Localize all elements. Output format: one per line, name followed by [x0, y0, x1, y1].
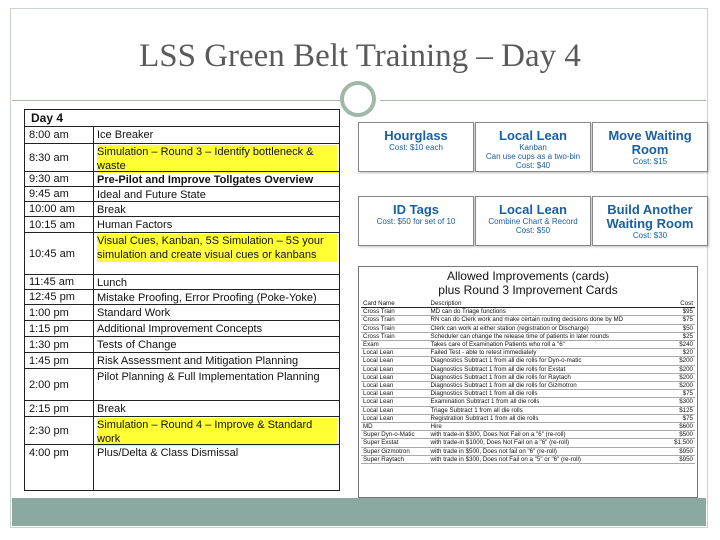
card-subtitle: Kanban Can use cups as a two-bin Cost: $40: [485, 143, 581, 170]
cost-cell: $950: [667, 455, 695, 463]
schedule-row: [25, 320, 339, 336]
card-name-cell: Cross Train: [361, 324, 428, 332]
title-rule-right: [380, 100, 706, 101]
title-rule-left: [12, 100, 342, 101]
table-row: [361, 341, 695, 349]
cost-cell: $75: [667, 414, 695, 422]
circle-ornament-icon: [340, 81, 376, 117]
card-subtitle: Cost: $30: [632, 231, 668, 240]
slide-title: LSS Green Belt Training – Day 4: [139, 38, 581, 74]
schedule-row: [25, 289, 339, 304]
description-cell: Diagnostics Subtract 1 from all die rolls: [428, 390, 667, 398]
schedule-activity: Risk Assessment and Mitigation Planning: [97, 355, 299, 367]
schedule-time: 1:00 pm: [29, 306, 69, 319]
schedule-row: [25, 171, 339, 186]
description-cell: Registration Subtract 1 from all die rolls: [428, 414, 667, 422]
card-subtitle: Cost: $10 each: [389, 143, 443, 152]
table-row: [361, 316, 695, 324]
schedule-time: 8:00 am: [29, 129, 69, 141]
schedule-time: 1:15 pm: [29, 322, 69, 335]
description-cell: Diagnostics Subtract 1 from all die rolls for Raytach: [428, 373, 667, 381]
table-row: [361, 439, 695, 447]
card-title: Local Lean: [499, 128, 567, 143]
schedule-time: 1:45 pm: [29, 354, 69, 367]
schedule-row: [25, 216, 339, 232]
schedule-time: 2:30 pm: [29, 424, 69, 437]
description-cell: with trade in $300, Does not Fail on a "5" or "6" (re-roll): [428, 455, 667, 463]
card-name-cell: Local Lean: [361, 414, 428, 422]
schedule-activity: Tests of Change: [97, 339, 177, 351]
description-cell: Takes care of Examination Patients who roll a "6": [428, 341, 667, 349]
schedule-row: [25, 304, 339, 320]
schedule-row: [25, 201, 339, 216]
description-cell: Examination Subtract 1 from all die rolls: [428, 398, 667, 406]
table-row: [361, 308, 695, 316]
card-name-cell: Super Exstat: [361, 439, 428, 447]
improvements-title-line1: Allowed Improvements (cards): [446, 269, 610, 283]
table-row: [361, 373, 695, 381]
schedule-activity: Ideal and Future State: [97, 189, 206, 201]
card-name-cell: Local Lean: [361, 373, 428, 381]
schedule-time: 10:45 am: [29, 247, 75, 260]
description-cell: Clerk can work at either station (registration or Discharge): [428, 324, 667, 332]
card-title: Build Another Waiting Room: [606, 202, 694, 231]
col-description: Description: [428, 300, 667, 308]
cost-cell: $950: [667, 447, 695, 455]
description-cell: Hire: [428, 423, 667, 431]
schedule-activity: Pre-Pilot and Improve Tollgates Overview: [97, 174, 314, 186]
table-row: [361, 406, 695, 414]
schedule-activity: Lunch: [97, 277, 127, 289]
cost-cell: $20: [667, 349, 695, 357]
table-row: [361, 349, 695, 357]
cost-cell: $300: [667, 398, 695, 406]
description-cell: with trade in $500, Does not fail on "6" (re-roll): [428, 447, 667, 455]
schedule-activity: Standard Work: [97, 307, 171, 319]
improvement-card: [358, 196, 474, 246]
improvements-table: [361, 300, 695, 464]
schedule-row: [25, 400, 339, 416]
cost-cell: $75: [667, 390, 695, 398]
card-name-cell: Cross Train: [361, 316, 428, 324]
description-cell: with trade-in $300, Does Not Fail on a "6" (re-roll): [428, 431, 667, 439]
schedule-activity: Simulation – Round 4 – Improve & Standard work: [97, 418, 337, 446]
schedule-activity: Plus/Delta & Class Dismissal: [97, 447, 239, 459]
schedule-row: [25, 143, 339, 171]
table-header-row: [361, 300, 695, 308]
card-title: ID Tags: [393, 202, 439, 217]
table-row: [361, 414, 695, 422]
schedule-row: [25, 416, 339, 444]
col-card-name: Card Name: [361, 300, 428, 308]
card-name-cell: MD: [361, 423, 428, 431]
schedule-row: [25, 336, 339, 352]
schedule-activity: Ice Breaker: [97, 129, 154, 141]
card-name-cell: Local Lean: [361, 349, 428, 357]
footer-bar: [12, 498, 706, 526]
schedule-row: [25, 368, 339, 400]
schedule-time: 9:30 am: [29, 173, 69, 185]
cost-cell: $200: [667, 365, 695, 373]
schedule-activity: Pilot Planning & Full Implementation Planning: [97, 371, 320, 383]
col-cost: Cost: [667, 300, 695, 308]
card-subtitle: Cost: $50 for set of 10: [376, 217, 456, 226]
table-row: [361, 447, 695, 455]
cost-cell: $75: [667, 316, 695, 324]
card-subtitle: Cost: $15: [632, 157, 668, 166]
description-cell: Triage Subtract 1 from all die rolls: [428, 406, 667, 414]
table-row: [361, 324, 695, 332]
table-row: [361, 390, 695, 398]
cost-cell: $95: [667, 308, 695, 316]
schedule-header: Day 4: [31, 111, 64, 125]
improvement-card: [475, 196, 591, 246]
improvement-card: [592, 196, 708, 246]
schedule-time: 12:45 pm: [29, 291, 75, 303]
schedule-time: 11:45 am: [29, 276, 75, 288]
card-title: Hourglass: [384, 128, 448, 143]
table-row: [361, 382, 695, 390]
description-cell: Failed Test - able to retest immediately: [428, 349, 667, 357]
card-title: Local Lean: [499, 202, 567, 217]
card-name-cell: Local Lean: [361, 406, 428, 414]
cost-cell: $600: [667, 423, 695, 431]
schedule-activity: Mistake Proofing, Error Proofing (Poke-Yoke): [97, 292, 317, 304]
schedule-row: [25, 352, 339, 368]
cost-cell: $200: [667, 382, 695, 390]
card-name-cell: Local Lean: [361, 357, 428, 365]
improvement-card: [475, 122, 591, 172]
schedule-activity: Visual Cues, Kanban, 5S Simulation – 5S your simulation and create visual cues or kanbans: [97, 234, 337, 262]
description-cell: MD can do Triage functions: [428, 308, 667, 316]
cost-cell: $240: [667, 341, 695, 349]
schedule-row: [25, 274, 339, 289]
improvements-title: [359, 269, 697, 297]
cost-cell: $200: [667, 373, 695, 381]
description-cell: RN can do Clerk work and make certain routing decisions done by MD: [428, 316, 667, 324]
schedule-activity: Break: [97, 204, 126, 216]
schedule-time: 10:00 am: [29, 203, 75, 215]
schedule-time: 1:30 pm: [29, 338, 69, 351]
improvement-card: [358, 122, 474, 172]
table-row: [361, 398, 695, 406]
schedule-activity: Human Factors: [97, 219, 173, 231]
cost-cell: $1,500: [667, 439, 695, 447]
improvements-title-line2: plus Round 3 Improvement Cards: [438, 283, 618, 297]
table-row: [361, 332, 695, 340]
card-name-cell: Local Lean: [361, 398, 428, 406]
cost-cell: $200: [667, 357, 695, 365]
card-title: Move Waiting Room: [608, 128, 692, 157]
card-name-cell: Cross Train: [361, 308, 428, 316]
schedule-row: [25, 444, 339, 460]
schedule-time: 9:45 am: [29, 188, 69, 200]
table-row: [361, 431, 695, 439]
description-cell: Diagnostics Subtract 1 from all die rolls for Gizmotron: [428, 382, 667, 390]
card-subtitle: Combine Chart & Record Cost: $50: [488, 217, 578, 235]
card-name-cell: Super Gizmotron: [361, 447, 428, 455]
card-name-cell: Local Lean: [361, 382, 428, 390]
schedule-row: [25, 186, 339, 201]
schedule-activity: Break: [97, 403, 126, 415]
card-name-cell: Local Lean: [361, 365, 428, 373]
card-name-cell: Cross Train: [361, 332, 428, 340]
schedule-time: 2:00 pm: [29, 378, 69, 391]
card-name-cell: Super Dyn-o-Matic: [361, 431, 428, 439]
improvement-card: [592, 122, 708, 172]
description-cell: Diagnostics Subtract 1 from all die rolls for Exstat: [428, 365, 667, 373]
schedule-activity: Simulation – Round 3 – Identify bottleneck & waste: [97, 145, 337, 173]
table-row: [361, 423, 695, 431]
schedule-row: [25, 232, 339, 274]
description-cell: Scheduler can change the release time of patients in later rounds: [428, 332, 667, 340]
table-row: [361, 365, 695, 373]
description-cell: with trade-in $1000, Does Not Fail on a "6" (re-roll): [428, 439, 667, 447]
table-row: [361, 357, 695, 365]
schedule-time: 8:30 am: [29, 151, 69, 164]
schedule-activity: Additional Improvement Concepts: [97, 323, 263, 335]
improvements-panel: [358, 266, 698, 498]
schedule-time: 2:15 pm: [29, 402, 69, 415]
description-cell: Diagnostics Subtract 1 from all die rolls for Dyn-o-matic: [428, 357, 667, 365]
day-schedule: [24, 109, 340, 491]
cost-cell: $125: [667, 406, 695, 414]
table-row: [361, 455, 695, 463]
schedule-row: [25, 126, 339, 143]
cost-cell: $500: [667, 431, 695, 439]
card-name-cell: Super Raytach: [361, 455, 428, 463]
card-name-cell: Exam: [361, 341, 428, 349]
schedule-time: 4:00 pm: [29, 446, 69, 459]
schedule-time: 10:15 am: [29, 218, 75, 231]
cost-cell: $25: [667, 332, 695, 340]
card-name-cell: Local Lean: [361, 390, 428, 398]
cost-cell: $50: [667, 324, 695, 332]
